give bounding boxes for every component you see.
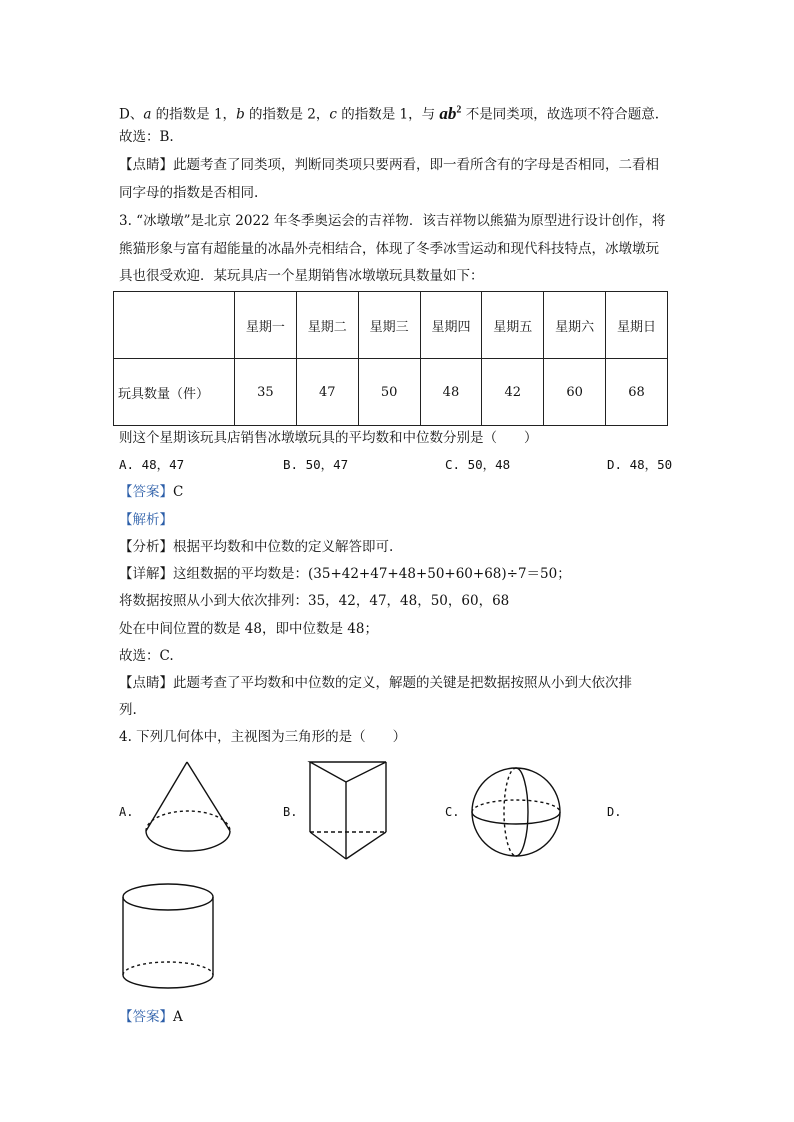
option-d-explanation: D、a 的指数是 1，b 的指数是 2，c 的指数是 1，与 $ab^2$ 不是同类项，故选项不符合题意. — [119, 103, 660, 123]
value-cell: 42 — [482, 359, 544, 426]
row-label-cell: 玩具数量（件） — [114, 359, 235, 426]
value-cell: 48 — [420, 359, 482, 426]
q3-note-line-2: 列. — [119, 702, 137, 718]
q3-option-b: B. 50，47 — [283, 457, 349, 472]
q2-note-line-2: 同字母的指数是否相同. — [119, 185, 259, 201]
value-cell: 60 — [544, 359, 606, 426]
q3-option-d: D. 48，50 — [607, 457, 673, 472]
term-ab2: $ab^2$ — [439, 103, 462, 123]
q4-answer: 【答案】A — [119, 1009, 183, 1025]
value-cell: 50 — [358, 359, 420, 426]
q3-stem-line-3: 具也很受欢迎．某玩具店一个星期销售冰墩墩玩具数量如下： — [119, 268, 484, 284]
cylinder-figure — [119, 880, 219, 996]
table-value-row — [114, 359, 668, 426]
var-b: b — [236, 106, 245, 123]
q3-stem-line-1: 3. “冰墩墩”是北京 2022 年冬季奥运会的吉祥物．该吉祥物以熊猫为原型进行设计创作，将 — [119, 213, 666, 229]
day-cell: 星期五 — [482, 292, 544, 359]
day-cell: 星期四 — [420, 292, 482, 359]
value-cell: 68 — [606, 359, 668, 426]
sales-table — [113, 291, 668, 426]
q3-option-c: C. 50，48 — [445, 457, 511, 472]
day-cell: 星期三 — [358, 292, 420, 359]
q2-choose: 故选：B. — [119, 129, 174, 145]
q3-answer: 【答案】C — [119, 484, 184, 500]
var-a: a — [143, 106, 152, 123]
q2-note-line-1: 【点睛】此题考查了同类项，判断同类项只要两看，即一看所含有的字母是否相同，二看相 — [119, 157, 659, 173]
q3-median-line: 处在中间位置的数是 48，即中位数是 48； — [119, 621, 378, 637]
table-corner-cell — [114, 292, 235, 359]
day-cell: 星期二 — [296, 292, 358, 359]
q4-label-a: A. — [119, 805, 134, 819]
q3-choose: 故选：C. — [119, 648, 174, 664]
value-cell: 47 — [296, 359, 358, 426]
q3-xiangjie: 【详解】这组数据的平均数是：(35+42+47+48+50+60+68)÷7＝50； — [119, 566, 571, 582]
day-cell: 星期日 — [606, 292, 668, 359]
sphere-figure — [468, 766, 564, 862]
q4-label-c: C. — [445, 805, 460, 819]
day-cell: 星期六 — [544, 292, 606, 359]
var-c: c — [329, 106, 337, 123]
value-cell: 35 — [235, 359, 297, 426]
q3-stem-line-2: 熊猫形象与富有超能量的冰晶外壳相结合，体现了冬季冰雪运动和现代科技特点，冰墩墩玩 — [119, 241, 659, 257]
q3-question: 则这个星期该玩具店销售冰墩墩玩具的平均数和中位数分别是（ ） — [119, 430, 538, 446]
q3-analysis-heading: 【解析】 — [119, 512, 173, 528]
q3-fenxi: 【分析】根据平均数和中位数的定义解答即可. — [119, 539, 394, 555]
q4-label-d: D. — [607, 805, 622, 819]
q4-label-b: B. — [283, 805, 298, 819]
q3-note-line-1: 【点睛】此题考查了平均数和中位数的定义，解题的关键是把数据按照从小到大依次排 — [119, 675, 632, 691]
q4-stem: 4. 下列几何体中，主视图为三角形的是（ ） — [119, 729, 407, 745]
q3-option-a: A. 48，47 — [119, 457, 185, 472]
cone-figure — [140, 758, 240, 858]
q3-sort-line: 将数据按照从小到大依次排列：35，42，47，48，50，60，68 — [119, 593, 510, 609]
table-header-row — [114, 292, 668, 359]
triangular-prism-figure — [306, 756, 392, 864]
day-cell: 星期一 — [235, 292, 297, 359]
